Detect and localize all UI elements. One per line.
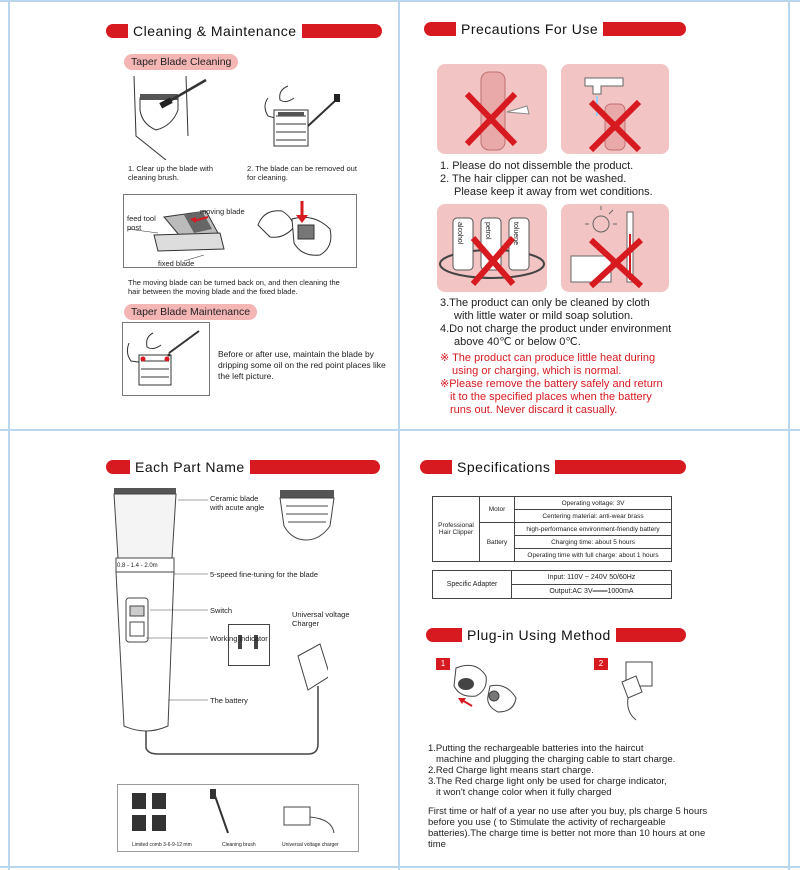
warning-line-2: using or charging, which is normal. bbox=[452, 365, 622, 377]
blade-removal-illustration bbox=[258, 76, 344, 160]
precaution-item-3b: with little water or mild soap solution. bbox=[454, 310, 634, 322]
precaution-item-4b: above 40℃ or below 0℃. bbox=[454, 336, 581, 348]
warning-line-5: runs out. Never discard it casually. bbox=[450, 404, 618, 416]
specs-title: Specifications bbox=[452, 458, 555, 476]
no-heat-image bbox=[561, 204, 669, 292]
step-badge-2: 2 bbox=[594, 658, 608, 670]
moving-blade-note: The moving blade can be turned back on, and then cleaning the hair between the moving blade and the fixed blade. bbox=[128, 278, 340, 296]
bottle-label-petrol: petrol bbox=[484, 222, 491, 240]
charger-label: Universal voltage Charger bbox=[292, 610, 350, 628]
step2-caption: 2. The blade can be removed out for cleaning. bbox=[247, 164, 357, 182]
precaution-item-1: 1. Please do not dissemble the product. bbox=[440, 160, 634, 172]
vertical-divider bbox=[398, 0, 400, 870]
plugin-step-3b: it won't change color when it fully charged bbox=[436, 787, 612, 798]
indicator-label: Working indicator bbox=[210, 634, 268, 643]
frame-top-line bbox=[0, 0, 800, 2]
battery-row: Charging time: about 5 hours bbox=[515, 536, 672, 549]
adapter-row: Output:AC 3V═══1000mA bbox=[512, 585, 672, 599]
motor-row: Operating voltage: 3V bbox=[515, 497, 672, 510]
maintenance-note: Before or after use, maintain the blade by dripping some oil on the red point places like the left picture. bbox=[218, 349, 386, 381]
battery-cell: Battery bbox=[480, 523, 515, 562]
switch-label: Switch bbox=[210, 606, 233, 615]
fixed-blade-label: fixed blade bbox=[158, 259, 195, 268]
precautions-title: Precautions For Use bbox=[456, 20, 603, 38]
no-disassemble-image bbox=[437, 64, 547, 154]
precaution-item-4: 4.Do not charge the product under environment bbox=[440, 323, 672, 335]
plugin-step-1: 1.Putting the rechargeable batteries into the haircut bbox=[428, 743, 644, 754]
warning-line-4: it to the specified places when the battery bbox=[450, 391, 652, 403]
accessory-charger-label: Universal voltage charger bbox=[282, 842, 339, 848]
product-cell: Professional Hair Clipper bbox=[433, 497, 480, 562]
accessory-brush-label: Cleaning brush bbox=[222, 842, 256, 848]
fine-tuning-label: 5-speed fine-tuning for the blade bbox=[210, 570, 318, 579]
blade-maintenance-label: Taper Blade Maintenance bbox=[124, 304, 257, 320]
feed-tool-post-label: feed tool post bbox=[127, 214, 156, 232]
plugin-step-3: 3.The Red charge light only be used for charge indicator, bbox=[428, 776, 667, 787]
warning-line-1: ※ The product can produce little heat during bbox=[440, 352, 656, 364]
ceramic-blade-label: Ceramic blade with acute angle bbox=[210, 494, 265, 512]
frame-left-line bbox=[8, 0, 10, 870]
plugin-charge-note: First time or half of a year no use after you buy, pls charge 5 hours before you use ( to Stimulate the activity of rechargeable batteries).The charge time is better not more than 10 hours at one time bbox=[428, 806, 708, 850]
plugin-title: Plug-in Using Method bbox=[462, 626, 616, 644]
no-washing-image bbox=[561, 64, 669, 154]
motor-cell: Motor bbox=[480, 497, 515, 523]
oil-dripping-illustration bbox=[122, 322, 210, 396]
parts-title: Each Part Name bbox=[130, 458, 250, 476]
plug-in-step2-illustration bbox=[596, 656, 676, 726]
adapter-row: Input: 110V ~ 240V 50/60Hz bbox=[512, 571, 672, 585]
step-badge-1: 1 bbox=[436, 658, 450, 670]
wall-socket-icon bbox=[228, 624, 270, 666]
bottle-label-toluene: toluene bbox=[512, 222, 519, 245]
moving-blade-label: moving blade bbox=[200, 207, 245, 216]
ceramic-blade-closeup bbox=[276, 488, 338, 544]
horizontal-divider bbox=[0, 429, 800, 431]
warning-line-3: ※Please remove the battery safely and return bbox=[440, 378, 663, 390]
plug-in-step1-illustration bbox=[436, 656, 536, 726]
brush-cleaning-illustration bbox=[126, 76, 228, 160]
precaution-item-2: 2. The hair clipper can not be washed. bbox=[440, 173, 627, 185]
blade-scale: 0.8 - 1.4 - 2.0m bbox=[117, 563, 158, 569]
frame-bottom-line bbox=[0, 866, 800, 868]
accessory-comb-label: Limited comb 3-6-9-12 mm bbox=[132, 842, 192, 848]
battery-row: Operating time with full charge: about 1 hours bbox=[515, 549, 672, 562]
battery-label: The battery bbox=[210, 696, 248, 705]
bottle-label-alcohol: alcohol bbox=[456, 222, 463, 245]
precaution-item-2b: Please keep it away from wet conditions. bbox=[454, 186, 653, 198]
step1-caption: 1. Clear up the blade with cleaning brush. bbox=[128, 164, 214, 182]
adapter-table bbox=[432, 570, 672, 599]
blade-cleaning-label: Taper Blade Cleaning bbox=[124, 54, 238, 70]
no-chemicals-image bbox=[437, 204, 547, 292]
plugin-step-2: 2.Red Charge light means start charge. bbox=[428, 765, 594, 776]
frame-right-line bbox=[788, 0, 790, 870]
adapter-cell: Specific Adapter bbox=[433, 571, 512, 599]
precaution-item-3: 3.The product can only be cleaned by cloth bbox=[440, 297, 650, 309]
battery-row: high-performance environment-friendly battery bbox=[515, 523, 672, 536]
motor-row: Centering material: anti-wear brass bbox=[515, 510, 672, 523]
specs-table bbox=[432, 496, 672, 562]
cleaning-title: Cleaning & Maintenance bbox=[128, 22, 302, 40]
plugin-step-1b: machine and plugging the charging cable to start charge. bbox=[436, 754, 676, 765]
